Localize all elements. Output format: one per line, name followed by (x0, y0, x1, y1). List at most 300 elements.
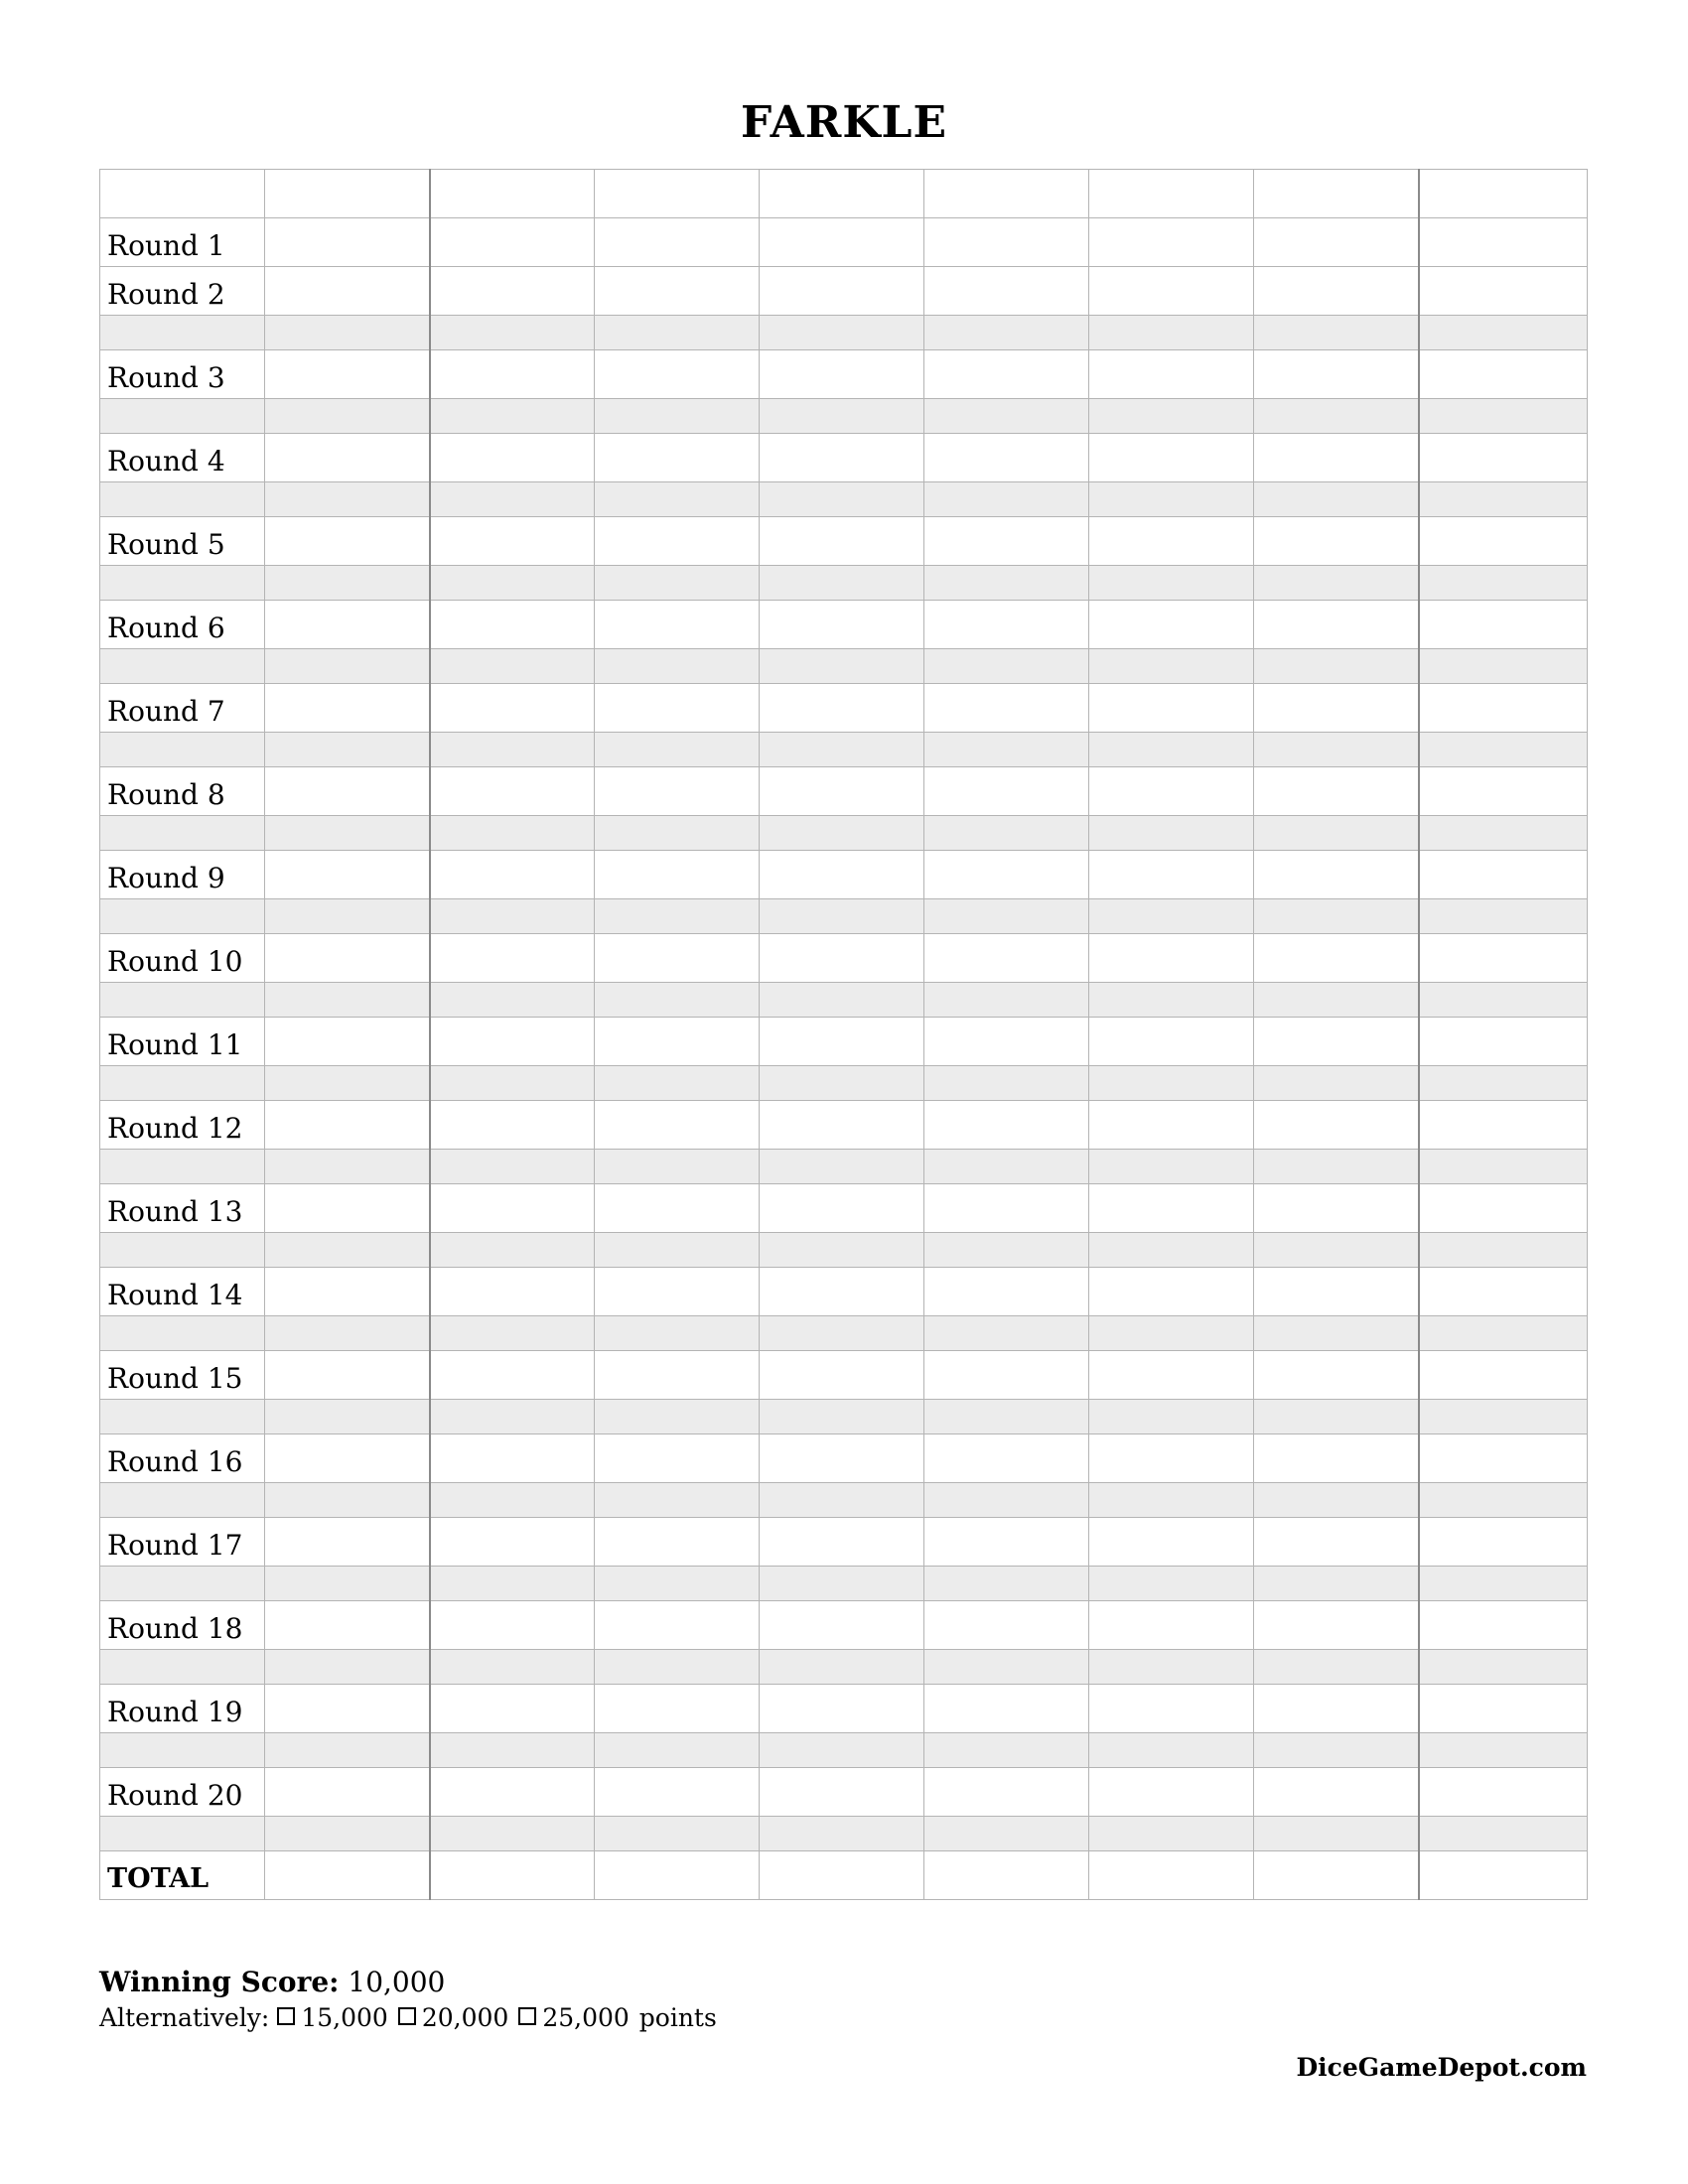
score-cell[interactable] (1254, 1483, 1419, 1518)
score-cell[interactable] (1254, 218, 1419, 267)
score-cell[interactable] (595, 1567, 760, 1601)
score-cell[interactable] (1089, 1817, 1254, 1851)
score-cell[interactable] (1089, 1768, 1254, 1817)
score-cell[interactable] (595, 983, 760, 1018)
score-cell[interactable] (430, 517, 595, 566)
score-cell[interactable] (924, 851, 1089, 899)
score-cell[interactable] (595, 1768, 760, 1817)
score-cell[interactable] (1089, 1685, 1254, 1733)
score-cell[interactable] (1089, 649, 1254, 684)
score-cell[interactable] (1254, 1768, 1419, 1817)
score-cell[interactable] (265, 350, 430, 399)
score-cell[interactable] (760, 1567, 924, 1601)
score-cell[interactable] (265, 1184, 430, 1233)
score-cell[interactable] (924, 899, 1089, 934)
score-cell[interactable] (595, 1066, 760, 1101)
score-cell[interactable] (1254, 566, 1419, 601)
score-cell[interactable] (265, 851, 430, 899)
score-cell[interactable] (1089, 218, 1254, 267)
score-cell[interactable] (595, 1817, 760, 1851)
score-cell[interactable] (1254, 1184, 1419, 1233)
score-cell[interactable] (595, 1733, 760, 1768)
score-cell[interactable] (595, 1184, 760, 1233)
score-cell[interactable] (265, 684, 430, 733)
score-cell[interactable] (1254, 1268, 1419, 1316)
score-cell[interactable] (595, 434, 760, 482)
score-cell[interactable] (430, 851, 595, 899)
score-cell[interactable] (265, 1018, 430, 1066)
score-cell[interactable] (265, 1518, 430, 1567)
score-cell[interactable] (1419, 1650, 1588, 1685)
score-cell[interactable] (924, 1018, 1089, 1066)
score-cell[interactable] (1419, 316, 1588, 350)
score-cell[interactable] (1254, 733, 1419, 767)
score-cell[interactable] (924, 1101, 1089, 1150)
score-cell[interactable] (760, 1233, 924, 1268)
score-cell[interactable] (924, 733, 1089, 767)
score-cell[interactable] (1089, 517, 1254, 566)
score-cell[interactable] (1419, 1567, 1588, 1601)
score-cell[interactable] (1089, 983, 1254, 1018)
score-cell[interactable] (1254, 1567, 1419, 1601)
score-cell[interactable] (1089, 170, 1254, 218)
score-cell[interactable] (760, 316, 924, 350)
score-cell[interactable] (760, 1184, 924, 1233)
score-cell[interactable] (1254, 1851, 1419, 1900)
score-cell[interactable] (265, 316, 430, 350)
score-cell[interactable] (430, 816, 595, 851)
score-cell[interactable] (1254, 767, 1419, 816)
score-cell[interactable] (1089, 1483, 1254, 1518)
score-cell[interactable] (1089, 1601, 1254, 1650)
score-cell[interactable] (924, 1434, 1089, 1483)
score-cell[interactable] (760, 267, 924, 316)
score-cell[interactable] (265, 1817, 430, 1851)
score-cell[interactable] (595, 267, 760, 316)
score-cell[interactable] (1419, 899, 1588, 934)
score-cell[interactable] (1089, 816, 1254, 851)
score-cell[interactable] (760, 1685, 924, 1733)
score-cell[interactable] (924, 1233, 1089, 1268)
score-cell[interactable] (1254, 934, 1419, 983)
score-cell[interactable] (595, 1400, 760, 1434)
score-cell[interactable] (1254, 1685, 1419, 1733)
score-cell[interactable] (265, 434, 430, 482)
score-cell[interactable] (1254, 1650, 1419, 1685)
score-cell[interactable] (924, 517, 1089, 566)
score-cell[interactable] (1419, 218, 1588, 267)
score-cell[interactable] (924, 767, 1089, 816)
score-cell[interactable] (1089, 316, 1254, 350)
score-cell[interactable] (430, 899, 595, 934)
score-cell[interactable] (1419, 350, 1588, 399)
score-cell[interactable] (1089, 934, 1254, 983)
score-cell[interactable] (595, 1434, 760, 1483)
score-cell[interactable] (924, 1351, 1089, 1400)
score-cell[interactable] (760, 851, 924, 899)
score-cell[interactable] (1254, 684, 1419, 733)
score-cell[interactable] (760, 1650, 924, 1685)
score-cell[interactable] (595, 1650, 760, 1685)
score-cell[interactable] (430, 434, 595, 482)
score-cell[interactable] (924, 316, 1089, 350)
score-cell[interactable] (430, 1434, 595, 1483)
score-cell[interactable] (430, 399, 595, 434)
score-cell[interactable] (1089, 1400, 1254, 1434)
score-cell[interactable] (924, 1768, 1089, 1817)
score-cell[interactable] (1254, 517, 1419, 566)
score-cell[interactable] (1089, 267, 1254, 316)
score-cell[interactable] (265, 1567, 430, 1601)
score-cell[interactable] (1089, 1150, 1254, 1184)
score-cell[interactable] (1419, 1101, 1588, 1150)
score-cell[interactable] (1089, 1268, 1254, 1316)
score-cell[interactable] (1419, 1434, 1588, 1483)
score-cell[interactable] (1254, 899, 1419, 934)
score-cell[interactable] (1419, 816, 1588, 851)
score-cell[interactable] (265, 1351, 430, 1400)
score-cell[interactable] (595, 566, 760, 601)
score-cell[interactable] (760, 170, 924, 218)
score-cell[interactable] (430, 170, 595, 218)
score-cell[interactable] (595, 1018, 760, 1066)
score-cell[interactable] (760, 684, 924, 733)
score-cell[interactable] (265, 816, 430, 851)
score-cell[interactable] (1254, 1018, 1419, 1066)
score-cell[interactable] (924, 1817, 1089, 1851)
score-cell[interactable] (430, 1733, 595, 1768)
score-cell[interactable] (1089, 851, 1254, 899)
score-cell[interactable] (1419, 517, 1588, 566)
score-cell[interactable] (1089, 1018, 1254, 1066)
score-cell[interactable] (265, 1316, 430, 1351)
score-cell[interactable] (760, 767, 924, 816)
score-cell[interactable] (760, 1018, 924, 1066)
score-cell[interactable] (1089, 1233, 1254, 1268)
score-cell[interactable] (924, 934, 1089, 983)
score-cell[interactable] (430, 482, 595, 517)
score-cell[interactable] (1089, 1101, 1254, 1150)
score-cell[interactable] (430, 1685, 595, 1733)
score-cell[interactable] (1089, 566, 1254, 601)
score-cell[interactable] (760, 1817, 924, 1851)
score-cell[interactable] (1254, 434, 1419, 482)
score-cell[interactable] (924, 399, 1089, 434)
score-cell[interactable] (595, 1233, 760, 1268)
score-cell[interactable] (924, 1400, 1089, 1434)
score-cell[interactable] (1089, 1066, 1254, 1101)
score-cell[interactable] (430, 1066, 595, 1101)
score-cell[interactable] (595, 399, 760, 434)
score-cell[interactable] (595, 684, 760, 733)
score-cell[interactable] (1419, 684, 1588, 733)
score-cell[interactable] (1254, 267, 1419, 316)
score-cell[interactable] (760, 1150, 924, 1184)
score-cell[interactable] (1419, 1184, 1588, 1233)
score-cell[interactable] (760, 482, 924, 517)
score-cell[interactable] (760, 816, 924, 851)
score-cell[interactable] (1254, 1601, 1419, 1650)
score-cell[interactable] (924, 601, 1089, 649)
score-cell[interactable] (1089, 1851, 1254, 1900)
score-cell[interactable] (1419, 1351, 1588, 1400)
score-cell[interactable] (924, 684, 1089, 733)
score-cell[interactable] (430, 218, 595, 267)
score-cell[interactable] (265, 733, 430, 767)
score-cell[interactable] (265, 1101, 430, 1150)
score-cell[interactable] (595, 851, 760, 899)
score-cell[interactable] (265, 399, 430, 434)
score-cell[interactable] (1089, 1434, 1254, 1483)
score-cell[interactable] (1419, 1601, 1588, 1650)
score-cell[interactable] (760, 1483, 924, 1518)
score-cell[interactable] (265, 566, 430, 601)
option-checkbox-15000[interactable] (277, 2007, 295, 2025)
score-cell[interactable] (760, 733, 924, 767)
score-cell[interactable] (760, 1434, 924, 1483)
score-cell[interactable] (760, 934, 924, 983)
score-cell[interactable] (924, 649, 1089, 684)
score-cell[interactable] (595, 767, 760, 816)
score-cell[interactable] (924, 1316, 1089, 1351)
score-cell[interactable] (1254, 1518, 1419, 1567)
score-cell[interactable] (760, 1851, 924, 1900)
score-cell[interactable] (1419, 1733, 1588, 1768)
score-cell[interactable] (595, 601, 760, 649)
score-cell[interactable] (265, 1685, 430, 1733)
score-cell[interactable] (430, 1150, 595, 1184)
score-cell[interactable] (1254, 316, 1419, 350)
score-cell[interactable] (1419, 1817, 1588, 1851)
score-cell[interactable] (1254, 1066, 1419, 1101)
score-cell[interactable] (924, 1601, 1089, 1650)
score-cell[interactable] (430, 733, 595, 767)
score-cell[interactable] (430, 350, 595, 399)
score-cell[interactable] (595, 1351, 760, 1400)
score-cell[interactable] (1419, 983, 1588, 1018)
score-cell[interactable] (924, 350, 1089, 399)
score-cell[interactable] (760, 517, 924, 566)
score-cell[interactable] (924, 983, 1089, 1018)
score-cell[interactable] (430, 1400, 595, 1434)
score-cell[interactable] (1419, 601, 1588, 649)
score-cell[interactable] (760, 1101, 924, 1150)
score-cell[interactable] (924, 1650, 1089, 1685)
score-cell[interactable] (1419, 1018, 1588, 1066)
score-cell[interactable] (1089, 601, 1254, 649)
score-cell[interactable] (430, 1351, 595, 1400)
score-cell[interactable] (924, 1518, 1089, 1567)
score-cell[interactable] (1419, 1768, 1588, 1817)
option-checkbox-20000[interactable] (398, 2007, 416, 2025)
score-cell[interactable] (1254, 1400, 1419, 1434)
score-cell[interactable] (265, 1434, 430, 1483)
score-cell[interactable] (595, 934, 760, 983)
score-cell[interactable] (1254, 649, 1419, 684)
score-cell[interactable] (595, 350, 760, 399)
score-cell[interactable] (760, 983, 924, 1018)
score-cell[interactable] (265, 649, 430, 684)
score-cell[interactable] (1419, 1685, 1588, 1733)
score-cell[interactable] (265, 267, 430, 316)
score-cell[interactable] (265, 934, 430, 983)
score-cell[interactable] (1419, 851, 1588, 899)
score-cell[interactable] (1089, 1650, 1254, 1685)
score-cell[interactable] (1419, 1233, 1588, 1268)
score-cell[interactable] (265, 170, 430, 218)
score-cell[interactable] (430, 1316, 595, 1351)
score-cell[interactable] (924, 267, 1089, 316)
score-cell[interactable] (1089, 1518, 1254, 1567)
score-cell[interactable] (595, 1101, 760, 1150)
score-cell[interactable] (595, 1518, 760, 1567)
score-cell[interactable] (265, 1233, 430, 1268)
score-cell[interactable] (430, 316, 595, 350)
score-cell[interactable] (924, 566, 1089, 601)
score-cell[interactable] (595, 816, 760, 851)
score-cell[interactable] (430, 1483, 595, 1518)
score-cell[interactable] (924, 218, 1089, 267)
score-cell[interactable] (265, 1150, 430, 1184)
score-cell[interactable] (595, 899, 760, 934)
score-cell[interactable] (265, 1851, 430, 1900)
score-cell[interactable] (924, 170, 1089, 218)
score-cell[interactable] (430, 649, 595, 684)
option-checkbox-25000[interactable] (518, 2007, 536, 2025)
score-cell[interactable] (430, 1768, 595, 1817)
score-cell[interactable] (265, 1268, 430, 1316)
score-cell[interactable] (265, 601, 430, 649)
score-cell[interactable] (430, 1601, 595, 1650)
score-cell[interactable] (760, 218, 924, 267)
score-cell[interactable] (430, 1233, 595, 1268)
score-cell[interactable] (1419, 267, 1588, 316)
score-cell[interactable] (924, 434, 1089, 482)
score-cell[interactable] (265, 899, 430, 934)
score-cell[interactable] (1089, 399, 1254, 434)
score-cell[interactable] (924, 1066, 1089, 1101)
score-cell[interactable] (1254, 399, 1419, 434)
score-cell[interactable] (1254, 851, 1419, 899)
score-cell[interactable] (760, 1733, 924, 1768)
score-cell[interactable] (265, 1066, 430, 1101)
score-cell[interactable] (430, 1518, 595, 1567)
score-cell[interactable] (1254, 170, 1419, 218)
score-cell[interactable] (1089, 1184, 1254, 1233)
score-cell[interactable] (430, 601, 595, 649)
score-cell[interactable] (760, 1518, 924, 1567)
score-cell[interactable] (595, 218, 760, 267)
score-cell[interactable] (924, 1733, 1089, 1768)
score-cell[interactable] (1089, 482, 1254, 517)
score-cell[interactable] (595, 733, 760, 767)
score-cell[interactable] (430, 1184, 595, 1233)
score-cell[interactable] (924, 1184, 1089, 1233)
score-cell[interactable] (595, 482, 760, 517)
score-cell[interactable] (265, 1650, 430, 1685)
score-cell[interactable] (760, 399, 924, 434)
score-cell[interactable] (1419, 1066, 1588, 1101)
score-cell[interactable] (1419, 649, 1588, 684)
score-cell[interactable] (265, 767, 430, 816)
score-cell[interactable] (1089, 733, 1254, 767)
score-cell[interactable] (1089, 684, 1254, 733)
score-cell[interactable] (1419, 1851, 1588, 1900)
score-cell[interactable] (760, 1768, 924, 1817)
score-cell[interactable] (1419, 170, 1588, 218)
score-cell[interactable] (265, 1400, 430, 1434)
score-cell[interactable] (924, 816, 1089, 851)
score-cell[interactable] (430, 1018, 595, 1066)
score-cell[interactable] (1419, 934, 1588, 983)
score-cell[interactable] (760, 899, 924, 934)
score-cell[interactable] (265, 1601, 430, 1650)
score-cell[interactable] (595, 1601, 760, 1650)
score-cell[interactable] (265, 983, 430, 1018)
score-cell[interactable] (1254, 482, 1419, 517)
score-cell[interactable] (1254, 816, 1419, 851)
score-cell[interactable] (760, 1400, 924, 1434)
score-cell[interactable] (430, 983, 595, 1018)
score-cell[interactable] (1089, 1567, 1254, 1601)
score-cell[interactable] (265, 1733, 430, 1768)
score-cell[interactable] (430, 1567, 595, 1601)
score-cell[interactable] (924, 1268, 1089, 1316)
score-cell[interactable] (1419, 1316, 1588, 1351)
score-cell[interactable] (1254, 1733, 1419, 1768)
score-cell[interactable] (430, 1851, 595, 1900)
score-cell[interactable] (595, 1483, 760, 1518)
score-cell[interactable] (430, 267, 595, 316)
score-cell[interactable] (595, 1316, 760, 1351)
score-cell[interactable] (1419, 1268, 1588, 1316)
score-cell[interactable] (430, 684, 595, 733)
score-cell[interactable] (760, 649, 924, 684)
score-cell[interactable] (1419, 733, 1588, 767)
score-cell[interactable] (595, 517, 760, 566)
score-cell[interactable] (1089, 1733, 1254, 1768)
score-cell[interactable] (1419, 434, 1588, 482)
score-cell[interactable] (1419, 566, 1588, 601)
score-cell[interactable] (760, 1268, 924, 1316)
score-cell[interactable] (1254, 1316, 1419, 1351)
score-cell[interactable] (1254, 601, 1419, 649)
score-cell[interactable] (1254, 350, 1419, 399)
score-cell[interactable] (1419, 399, 1588, 434)
score-cell[interactable] (1254, 983, 1419, 1018)
score-cell[interactable] (595, 1150, 760, 1184)
score-cell[interactable] (430, 934, 595, 983)
score-cell[interactable] (760, 601, 924, 649)
score-cell[interactable] (1254, 1233, 1419, 1268)
score-cell[interactable] (1254, 1150, 1419, 1184)
score-cell[interactable] (430, 1268, 595, 1316)
score-cell[interactable] (760, 1351, 924, 1400)
score-cell[interactable] (1254, 1101, 1419, 1150)
score-cell[interactable] (430, 767, 595, 816)
score-cell[interactable] (1089, 350, 1254, 399)
score-cell[interactable] (1089, 899, 1254, 934)
score-cell[interactable] (430, 1817, 595, 1851)
score-cell[interactable] (924, 482, 1089, 517)
score-cell[interactable] (924, 1851, 1089, 1900)
score-cell[interactable] (760, 1066, 924, 1101)
score-cell[interactable] (595, 1851, 760, 1900)
score-cell[interactable] (265, 1768, 430, 1817)
score-cell[interactable] (1419, 1150, 1588, 1184)
score-cell[interactable] (1419, 1483, 1588, 1518)
score-cell[interactable] (1254, 1351, 1419, 1400)
